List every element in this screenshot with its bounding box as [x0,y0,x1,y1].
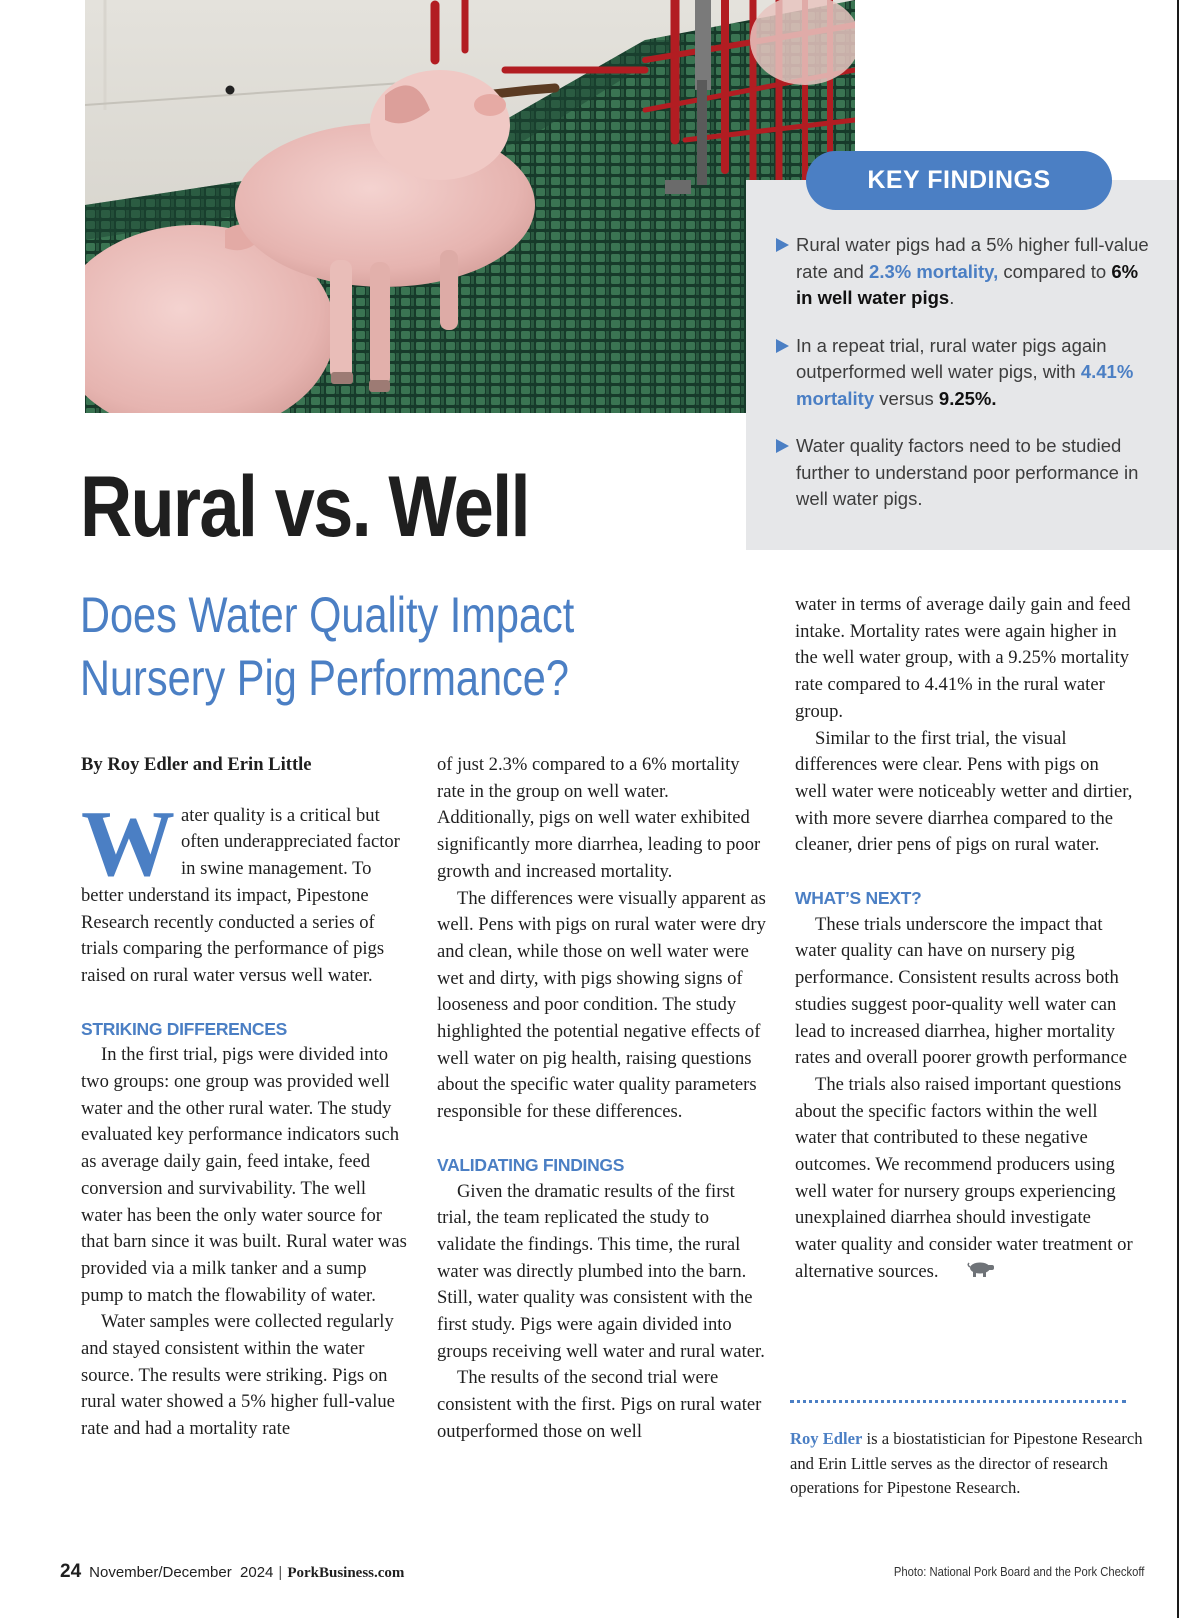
footer-separator: | [278,1564,283,1581]
finding-highlight: 2.3% mortality, [869,260,999,282]
key-finding-item [776,232,1156,312]
intro-paragraph [81,791,411,990]
key-findings-title: KEY FINDINGS [806,151,1112,210]
section-heading-validating: VALIDATING FINDINGS [437,1154,625,1175]
byline: By Roy Edler and Erin Little [81,754,312,775]
body-paragraph: Similar to the first trial, the visual differences were clear. Pens with pigs on well water were noticeably wetter and dirtier, with more severe diarrhea compared to the cleaner, drier pens of pigs on rural water. [795,727,1133,856]
finding-text: compared to [998,260,1112,282]
body-paragraph: These trials underscore the impact that water quality can have on nursery pig performance. Consistent results across both studies suggest poor-quality well water can lead to increased diarrhea, higher mortality rates and overall poorer growth performance [795,913,1127,1069]
body-paragraph: water in terms of average daily gain and feed intake. Mortality rates were again higher in the well water group, with a 9.25% mortality rate compared to 4.41% in the rural water group. [795,594,1131,722]
issue-date: November/December 2024 [89,1564,274,1581]
section-heading-striking: STRIKING DIFFERENCES [81,1018,287,1039]
article-subhead [80,584,574,710]
photo-credit: Photo: National Pork Board and the Pork Checkoff [893,1565,1144,1579]
article-column-1 [81,752,411,1443]
article-column-2 [437,752,767,1446]
finding-text: In a repeat trial, rural water pigs again outperformed well water pigs, with [796,334,1107,382]
finding-emphasis: 6% in well water pigs [796,260,1139,308]
intro-text: ater quality is a critical but often underappreciated factor in swine management. To better understand its impact, Pipestone Research recently conducted a series of trials comparing the performance of pigs raised on rural water versus well water. [81,804,400,986]
body-paragraph: Given the dramatic results of the first trial, the team replicated the study to validate the findings. This time, the rural water was directly plumbed into the barn. Still, water quality was consistent with the first study. Pigs were again divided into groups receiving well water and rural water. [437,1180,765,1362]
closing-text: The trials also raised important questions about the specific factors within the well water that contributed to these negative outcomes. We recommend producers using well water for nursery groups experiencing unexplained diarrhea should investigate water quality and consider water treatment or alternative sources. [795,1073,1133,1282]
key-findings-list [776,232,1156,534]
key-finding-item [776,433,1156,513]
body-paragraph: of just 2.3% compared to a 6% mortality rate in the group on well water. Additionally, pigs on well water exhibited significantly more diarrhea, leading to poor growth and increased mortality. [437,754,761,882]
triangle-bullet-icon [776,439,789,453]
photo-illustration [85,0,855,413]
subhead-line: Nursery Pig Performance? [80,650,569,706]
page-footer [60,1561,404,1583]
bio-text: is a biostatistician for Pipestone Research and Erin Little serves as the director of research operations for Pipestone Research. [790,1429,1143,1498]
section-heading-next: WHAT’S NEXT? [795,888,922,909]
finding-text: versus [874,387,939,409]
triangle-bullet-icon [776,238,789,252]
body-paragraph: In the first trial, pigs were divided into two groups: one group was provided well water and the other rural water. The study evaluated key performance indicators such as average daily gain, feed intake, feed conversion and survivability. The well water has been the only water source for that barn since it was built. Rural water was provided via a milk tanker and a sump pump to match the flowability of water. [81,1044,407,1306]
page-edge-rule [1177,0,1179,1618]
pig-icon [947,1259,995,1286]
article-headline: Rural vs. Well [80,459,529,555]
finding-emphasis: 9.25%. [938,387,997,409]
subhead-line: Does Water Quality Impact [80,587,575,643]
page-number: 24 [60,1561,82,1582]
finding-highlight: 4.41% mortality [796,361,1134,409]
pig-drinking-photo [85,0,855,413]
finding-text: Water quality factors need to be studied further to understand poor performance in well water pigs. [796,435,1139,509]
body-paragraph [795,1072,1135,1286]
bio-author-name: Roy Edler [790,1429,863,1448]
website-link[interactable]: PorkBusiness.com [287,1565,405,1581]
finding-text: . [949,287,955,308]
dotted-divider [790,1400,1126,1403]
body-paragraph: The differences were visually apparent as well. Pens with pigs on rural water were dry and clean, while those on well water were wet and dirty, with pigs showing signs of looseness and poor condition. The study highlighted the potential negative effects of well water on pig health, raising questions about the specific water quality parameters responsible for these differences. [437,887,766,1123]
body-paragraph: The results of the second trial were consistent with the first. Pigs on rural water outperformed those on well [437,1367,762,1442]
body-paragraph: Water samples were collected regularly and stayed consistent within the water source. The results were striking. Pigs on rural water showed a 5% higher full-value rate and had a mortality rate [81,1311,395,1440]
author-bio [790,1427,1158,1501]
article-column-3 [795,592,1135,1286]
finding-text: Rural water pigs had a 5% higher full-value rate and [796,234,1149,282]
triangle-bullet-icon [776,339,789,353]
key-finding-item [776,333,1156,413]
drop-cap: W [81,791,175,896]
